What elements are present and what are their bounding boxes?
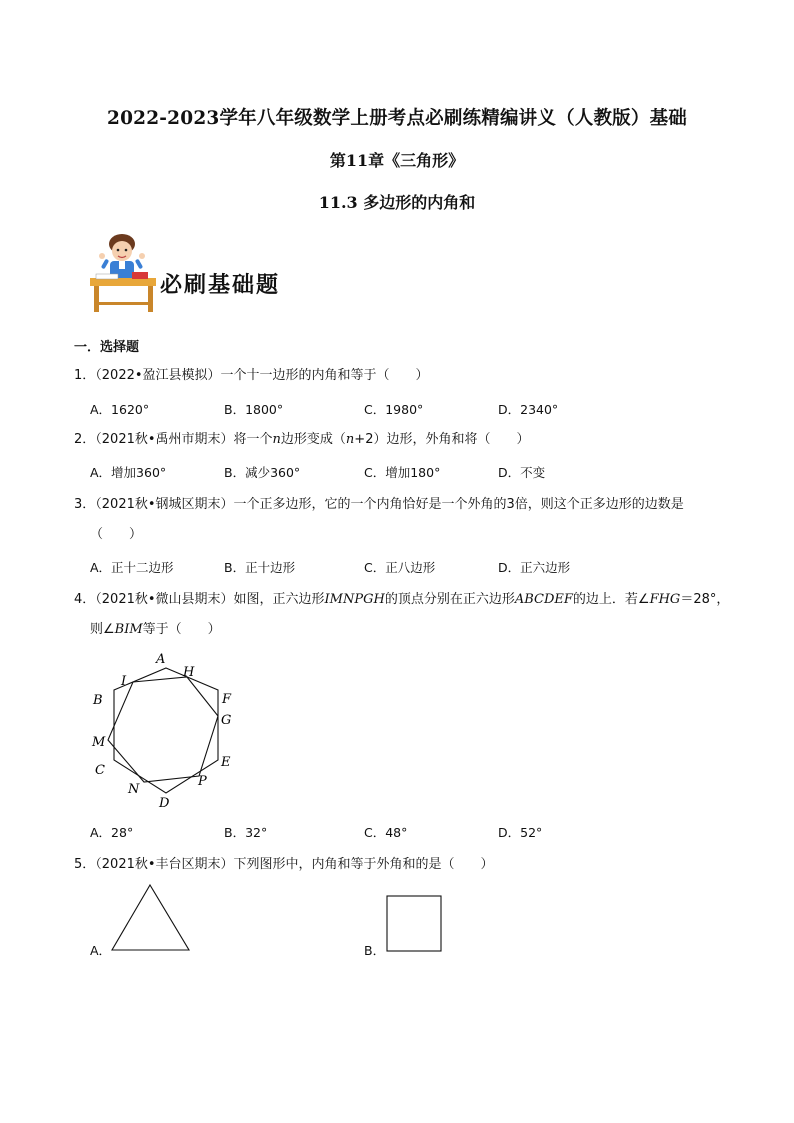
q4-angle: FHG bbox=[649, 592, 681, 607]
q4-stem-part: 的边上．若∠ bbox=[572, 592, 650, 607]
section-title: 11.3 多边形的内角和 bbox=[318, 193, 476, 212]
question-4-stem bbox=[74, 590, 754, 610]
q3-option-c: C．正八边形 bbox=[364, 560, 436, 575]
q5-option-b: B． bbox=[364, 943, 386, 958]
q4-outer-hexagon: ABCDEF bbox=[514, 592, 573, 607]
square-shape bbox=[387, 896, 441, 951]
vertex-label: H bbox=[183, 665, 195, 680]
vertex-label: M bbox=[92, 735, 106, 750]
hexagon-figure bbox=[86, 648, 246, 814]
q4-stem-part: 的顶点分别在正六边形 bbox=[384, 592, 515, 607]
q2-var-n: n bbox=[345, 432, 355, 447]
vertex-label: G bbox=[221, 713, 232, 728]
q5-option-a: A． bbox=[90, 943, 112, 958]
q4-option-a: A．28° bbox=[90, 825, 134, 840]
vertex-label: P bbox=[198, 774, 207, 789]
banner bbox=[86, 232, 316, 318]
q2-option-d: D．不变 bbox=[498, 465, 546, 480]
q2-stem-part: +2）边形，外角和将（ ） bbox=[354, 432, 530, 447]
triangle-shape bbox=[112, 885, 189, 950]
q4-option-c: C．48° bbox=[364, 825, 408, 840]
q2-var-n: n bbox=[272, 432, 281, 447]
question-4-stem-line2 bbox=[90, 620, 221, 640]
q4-stem-part: 等于（ ） bbox=[142, 622, 221, 637]
vertex-label: I bbox=[121, 674, 127, 689]
q1-option-b: B．1800° bbox=[224, 402, 284, 417]
q2-stem-part: 边形变成（ bbox=[280, 432, 346, 447]
q4-stem-part: 4．（2021秋•微山县期末）如图，正六边形 bbox=[74, 592, 325, 607]
banner-title: 必刷基础题 bbox=[160, 273, 281, 298]
vertex-label: C bbox=[95, 763, 105, 778]
q2-option-b: B．减少360° bbox=[224, 465, 301, 480]
q4-inner-hexagon: IMNPGH bbox=[324, 592, 385, 607]
vertex-label: E bbox=[221, 755, 231, 770]
q2-stem-part: 2．（2021秋•禹州市期末）将一个 bbox=[74, 432, 273, 447]
q4-angle: BIM bbox=[114, 622, 143, 637]
question-1-stem: 1．（2022•盈江县模拟）一个十一边形的内角和等于（ ） bbox=[74, 368, 429, 383]
square-figure bbox=[385, 894, 445, 954]
question-3-stem: 3．（2021秋•钢城区期末）一个正多边形，它的一个内角恰好是一个外角的3倍，则这个正多边形的边数是 bbox=[74, 497, 684, 512]
q2-option-c: C．增加180° bbox=[364, 465, 441, 480]
q4-stem-part: 则∠ bbox=[90, 622, 115, 637]
q1-option-d: D．2340° bbox=[498, 402, 559, 417]
vertex-label: D bbox=[159, 796, 170, 811]
triangle-figure bbox=[110, 882, 192, 954]
q4-option-d: D．52° bbox=[498, 825, 543, 840]
q4-stem-part: ＝28°， bbox=[680, 592, 730, 607]
q1-option-a: A．1620° bbox=[90, 402, 150, 417]
document-title: 2022-2023学年八年级数学上册考点必刷练精编讲义（人教版）基础 bbox=[107, 108, 687, 129]
vertex-label: A bbox=[156, 652, 166, 667]
question-3-stem-cont: （ ） bbox=[90, 527, 143, 542]
q4-option-b: B．32° bbox=[224, 825, 268, 840]
vertex-label: F bbox=[222, 692, 232, 707]
q3-option-d: D．正六边形 bbox=[498, 560, 571, 575]
q3-option-a: A．正十二边形 bbox=[90, 560, 174, 575]
q3-option-b: B．正十边形 bbox=[224, 560, 296, 575]
question-5-stem: 5．（2021秋•丰台区期末）下列图形中，内角和等于外角和的是（ ） bbox=[74, 857, 494, 872]
q2-option-a: A．增加360° bbox=[90, 465, 167, 480]
vertex-label: N bbox=[128, 782, 140, 797]
q1-option-c: C．1980° bbox=[364, 402, 424, 417]
part-heading: 一．选择题 bbox=[74, 340, 140, 355]
chapter-title: 第11章《三角形》 bbox=[329, 151, 465, 170]
vertex-label: B bbox=[93, 693, 103, 708]
student-illustration bbox=[86, 232, 166, 318]
question-2-stem bbox=[74, 430, 529, 450]
